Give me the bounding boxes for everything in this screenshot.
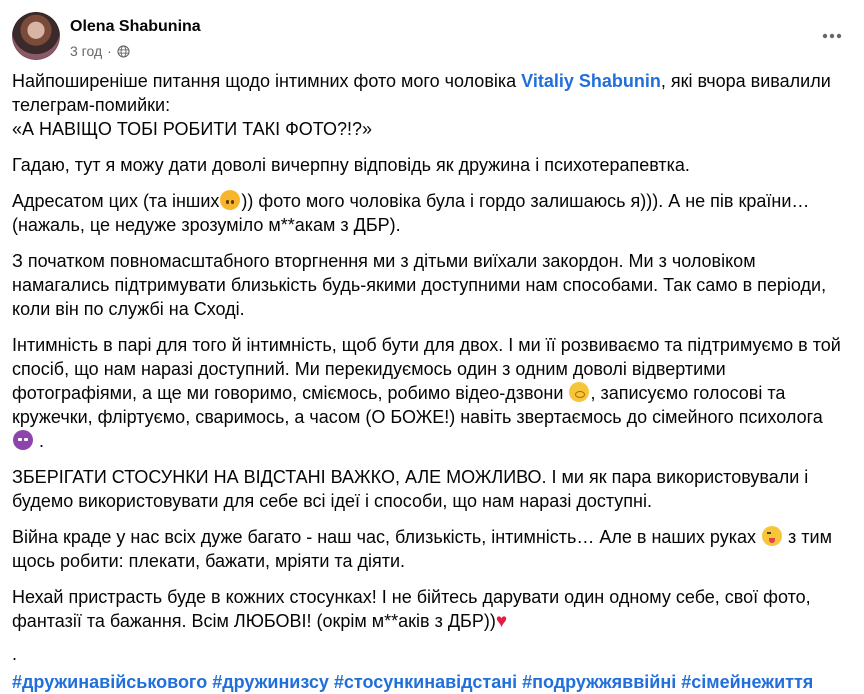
avatar[interactable] (12, 12, 60, 60)
paragraph-1: Найпоширеніше питання щодо інтимних фото мого чоловіка Vitaliy Shabunin, які вчора вивалили телеграм-помийки: «А НАВІЩО ТОБІ РОБИТИ ТАКІ ФОТО?!?» (12, 71, 831, 139)
post-meta (70, 43, 130, 59)
post-body (12, 69, 854, 694)
paragraph-2: Гадаю, тут я можу дати доволі вичерпну відповідь як дружина і психотерапевтка. (12, 155, 690, 175)
hashtag-link[interactable]: #стосункинавідстані (333, 672, 518, 692)
hashtag-link[interactable]: #дружинизсу (212, 672, 329, 692)
dot-line: . (12, 644, 18, 664)
hashtag-link[interactable]: #сімейнежиття (681, 672, 814, 692)
more-dots-icon (822, 33, 842, 39)
mention-link[interactable]: Vitaliy Shabunin (521, 71, 661, 91)
winking-tongue-face-icon (762, 526, 782, 546)
hashtags (12, 670, 854, 694)
shushing-face-icon (569, 382, 589, 402)
smiling-devil-icon (13, 430, 33, 450)
hashtag-link[interactable]: #дружинавійськового (12, 672, 208, 692)
hashtag-link[interactable]: #подружжяввійні (522, 672, 677, 692)
paragraph-5: Інтимність в парі для того й інтимність, щоб бути для двох. І ми її розвиваємо та підтримуємо в той спосіб, що нам наразі доступний. Ми перекидуємось один з одним доволі відвертими фотографіями, а ще ми говоримо, сміємось, робимо відео-дзвони , записуємо голосові та кружечки, фліртуємо, сваримось, а часом (О БОЖЕ!) навіть звертаємось до сімейного психолога . (12, 335, 841, 451)
more-options-button[interactable] (814, 18, 850, 54)
paragraph-8: Нехай пристрасть буде в кожних стосунках! І не бійтесь дарувати один одному себе, свої фото, фантазії та бажання. Всім ЛЮБОВІ! (окрім м**аків з ДБР))♥ (12, 587, 811, 632)
upside-down-face-icon (220, 190, 240, 210)
red-heart-icon: ♥ (495, 611, 508, 632)
quote-text: «А НАВІЩО ТОБІ РОБИТИ ТАКІ ФОТО?!?» (12, 119, 372, 139)
paragraph-3: Адресатом цих (та інших )) фото мого чоловіка була і гордо залишаюсь я))). А не пів країни… (нажаль, це недуже зрозуміло м**акам з ДБР). (12, 191, 810, 235)
paragraph-6: ЗБЕРІГАТИ СТОСУНКИ НА ВІДСТАНІ ВАЖКО, АЛЕ МОЖЛИВО. І ми як пара використовували і будемо використовувати для себе всі ідеї і способи, що нам наразі доступні. (12, 467, 809, 511)
post-header (12, 12, 852, 64)
paragraph-4: З початком повномасштабного вторгнення ми з дітьми виїхали закордон. Ми з чоловіком намагались підтримувати близькість будь-якими доступними нам способами. Так само в періоди, коли він по службі на Сході. (12, 251, 827, 319)
paragraph-7: Війна краде у нас всіх дуже багато - наш час, близькість, інтимність… Але в наших руках з тим щось робити: плекати, бажати, мріяти та діяти. (12, 527, 832, 571)
globe-icon (117, 45, 130, 58)
post-time[interactable]: 3 год (70, 43, 103, 59)
meta-separator: · (107, 43, 112, 59)
author-name[interactable]: Olena Shabunina (70, 18, 201, 35)
